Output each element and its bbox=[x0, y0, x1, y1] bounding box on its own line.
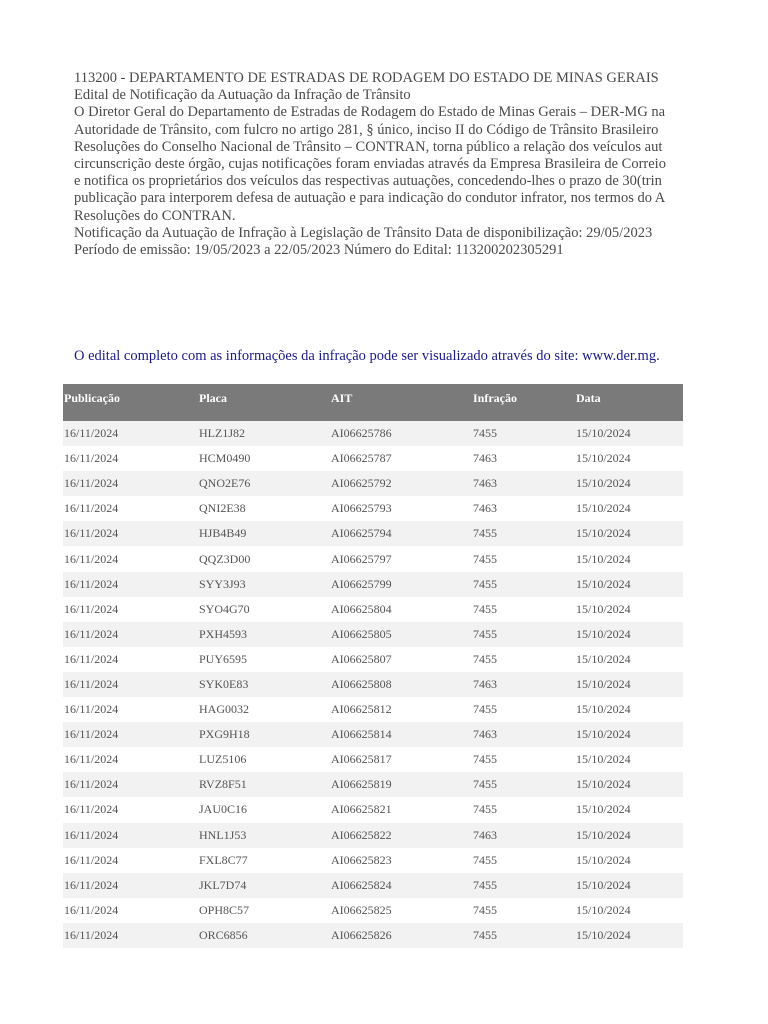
column-header-placa: Placa bbox=[198, 384, 330, 421]
table-row bbox=[63, 772, 683, 797]
table-row bbox=[63, 797, 683, 822]
ait-cell: AI06625823 bbox=[330, 848, 472, 873]
department-title: 113200 - DEPARTAMENTO DE ESTRADAS DE RODAGEM DO ESTADO DE MINAS GERAIS bbox=[74, 70, 659, 86]
body-line: Autoridade de Trânsito, com fulcro no artigo 281, § único, inciso II do Código de Trânsito Brasileiro bbox=[74, 121, 659, 138]
body-line: e notifica os proprietários dos veículos das respectivas autuações, concedendo-lhes o prazo de 30(trin bbox=[74, 173, 662, 190]
data-cell: 15/10/2024 bbox=[575, 848, 683, 873]
ait-cell: AI06625824 bbox=[330, 873, 472, 898]
data-cell: 15/10/2024 bbox=[575, 446, 683, 471]
data-cell: 15/10/2024 bbox=[575, 898, 683, 923]
placa-cell: JAU0C16 bbox=[198, 797, 330, 822]
ait-cell: AI06625819 bbox=[330, 772, 472, 797]
table-row bbox=[63, 421, 683, 446]
publicacao-cell: 16/11/2024 bbox=[63, 672, 198, 697]
data-cell: 15/10/2024 bbox=[575, 772, 683, 797]
table-row bbox=[63, 697, 683, 722]
ait-cell: AI06625786 bbox=[330, 421, 472, 446]
placa-cell: HNL1J53 bbox=[198, 823, 330, 848]
data-cell: 15/10/2024 bbox=[575, 923, 683, 948]
infracao-cell: 7455 bbox=[472, 597, 575, 622]
infracao-cell: 7455 bbox=[472, 797, 575, 822]
publicacao-cell: 16/11/2024 bbox=[63, 823, 198, 848]
data-cell: 15/10/2024 bbox=[575, 747, 683, 772]
table-row bbox=[63, 622, 683, 647]
publicacao-cell: 16/11/2024 bbox=[63, 722, 198, 747]
column-header-ait: AIT bbox=[330, 384, 472, 421]
placa-cell: HJB4B49 bbox=[198, 521, 330, 546]
placa-cell: LUZ5106 bbox=[198, 747, 330, 772]
infracao-cell: 7463 bbox=[472, 823, 575, 848]
publicacao-cell: 16/11/2024 bbox=[63, 873, 198, 898]
emission-period-line: Período de emissão: 19/05/2023 a 22/05/2023 Número do Edital: 113200202305291 bbox=[74, 241, 564, 258]
placa-cell: QQZ3D00 bbox=[198, 546, 330, 571]
placa-cell: QNO2E76 bbox=[198, 471, 330, 496]
publicacao-cell: 16/11/2024 bbox=[63, 747, 198, 772]
table-row bbox=[63, 521, 683, 546]
placa-cell: SYY3J93 bbox=[198, 572, 330, 597]
publicacao-cell: 16/11/2024 bbox=[63, 446, 198, 471]
data-cell: 15/10/2024 bbox=[575, 823, 683, 848]
placa-cell: QNI2E38 bbox=[198, 496, 330, 521]
publicacao-cell: 16/11/2024 bbox=[63, 496, 198, 521]
placa-cell: ORC6856 bbox=[198, 923, 330, 948]
column-header-infracao: Infração bbox=[472, 384, 575, 421]
table-row bbox=[63, 471, 683, 496]
ait-cell: AI06625808 bbox=[330, 672, 472, 697]
table-row bbox=[63, 722, 683, 747]
infracao-cell: 7455 bbox=[472, 647, 575, 672]
publicacao-cell: 16/11/2024 bbox=[63, 546, 198, 571]
data-cell: 15/10/2024 bbox=[575, 421, 683, 446]
publicacao-cell: 16/11/2024 bbox=[63, 521, 198, 546]
publicacao-cell: 16/11/2024 bbox=[63, 797, 198, 822]
data-cell: 15/10/2024 bbox=[575, 521, 683, 546]
ait-cell: AI06625812 bbox=[330, 697, 472, 722]
site-notice: O edital completo com as informações da infração pode ser visualizado através do site: www.der.mg. bbox=[74, 348, 660, 364]
availability-line: Notificação da Autuação de Infração à Legislação de Trânsito Data de disponibilização: 29/05/2023 bbox=[74, 224, 653, 241]
table-row bbox=[63, 446, 683, 471]
table-row bbox=[63, 672, 683, 697]
body-line: O Diretor Geral do Departamento de Estradas de Rodagem do Estado de Minas Gerais – DER-MG na bbox=[74, 104, 666, 121]
publicacao-cell: 16/11/2024 bbox=[63, 647, 198, 672]
table-row bbox=[63, 572, 683, 597]
ait-cell: AI06625825 bbox=[330, 898, 472, 923]
infracao-cell: 7455 bbox=[472, 622, 575, 647]
infracao-cell: 7463 bbox=[472, 496, 575, 521]
infracao-cell: 7455 bbox=[472, 848, 575, 873]
ait-cell: AI06625794 bbox=[330, 521, 472, 546]
ait-cell: AI06625799 bbox=[330, 572, 472, 597]
ait-cell: AI06625822 bbox=[330, 823, 472, 848]
data-cell: 15/10/2024 bbox=[575, 647, 683, 672]
data-cell: 15/10/2024 bbox=[575, 496, 683, 521]
ait-cell: AI06625821 bbox=[330, 797, 472, 822]
placa-cell: FXL8C77 bbox=[198, 848, 330, 873]
ait-cell: AI06625817 bbox=[330, 747, 472, 772]
column-header-publicacao: Publicação bbox=[63, 384, 198, 421]
table-row bbox=[63, 546, 683, 571]
table-row bbox=[63, 923, 683, 948]
table-row bbox=[63, 496, 683, 521]
table-body bbox=[63, 421, 683, 948]
data-cell: 15/10/2024 bbox=[575, 797, 683, 822]
publicacao-cell: 16/11/2024 bbox=[63, 572, 198, 597]
column-header-data: Data bbox=[575, 384, 683, 421]
table-header-row bbox=[63, 384, 683, 421]
publicacao-cell: 16/11/2024 bbox=[63, 898, 198, 923]
publicacao-cell: 16/11/2024 bbox=[63, 923, 198, 948]
placa-cell: PUY6595 bbox=[198, 647, 330, 672]
publicacao-cell: 16/11/2024 bbox=[63, 772, 198, 797]
table-row bbox=[63, 823, 683, 848]
ait-cell: AI06625826 bbox=[330, 923, 472, 948]
data-cell: 15/10/2024 bbox=[575, 471, 683, 496]
placa-cell: HAG0032 bbox=[198, 697, 330, 722]
infracao-cell: 7455 bbox=[472, 421, 575, 446]
infracao-cell: 7463 bbox=[472, 722, 575, 747]
infracao-cell: 7463 bbox=[472, 446, 575, 471]
placa-cell: OPH8C57 bbox=[198, 898, 330, 923]
infracao-cell: 7463 bbox=[472, 471, 575, 496]
infracao-cell: 7455 bbox=[472, 772, 575, 797]
ait-cell: AI06625805 bbox=[330, 622, 472, 647]
placa-cell: JKL7D74 bbox=[198, 873, 330, 898]
ait-cell: AI06625787 bbox=[330, 446, 472, 471]
data-cell: 15/10/2024 bbox=[575, 722, 683, 747]
edital-text-block bbox=[74, 70, 684, 259]
publicacao-cell: 16/11/2024 bbox=[63, 421, 198, 446]
body-line: publicação para interporem defesa de autuação e para indicação do condutor infrator, nos termos do A bbox=[74, 190, 666, 207]
publicacao-cell: 16/11/2024 bbox=[63, 471, 198, 496]
data-cell: 15/10/2024 bbox=[575, 622, 683, 647]
data-cell: 15/10/2024 bbox=[575, 697, 683, 722]
publicacao-cell: 16/11/2024 bbox=[63, 597, 198, 622]
ait-cell: AI06625792 bbox=[330, 471, 472, 496]
data-cell: 15/10/2024 bbox=[575, 672, 683, 697]
placa-cell: HLZ1J82 bbox=[198, 421, 330, 446]
ait-cell: AI06625793 bbox=[330, 496, 472, 521]
table-row bbox=[63, 848, 683, 873]
infracao-cell: 7463 bbox=[472, 672, 575, 697]
infracao-cell: 7455 bbox=[472, 521, 575, 546]
placa-cell: SYK0E83 bbox=[198, 672, 330, 697]
infractions-table bbox=[63, 384, 683, 948]
infracao-cell: 7455 bbox=[472, 898, 575, 923]
data-cell: 15/10/2024 bbox=[575, 597, 683, 622]
placa-cell: HCM0490 bbox=[198, 446, 330, 471]
data-cell: 15/10/2024 bbox=[575, 572, 683, 597]
body-line: Resoluções do Conselho Nacional de Trânsito – CONTRAN, torna público a relação dos veículos aut bbox=[74, 138, 663, 155]
placa-cell: RVZ8F51 bbox=[198, 772, 330, 797]
table-row bbox=[63, 647, 683, 672]
ait-cell: AI06625804 bbox=[330, 597, 472, 622]
ait-cell: AI06625797 bbox=[330, 546, 472, 571]
table-row bbox=[63, 747, 683, 772]
placa-cell: SYO4G70 bbox=[198, 597, 330, 622]
infracao-cell: 7455 bbox=[472, 546, 575, 571]
body-line: circunscrição deste órgão, cujas notificações foram enviadas através da Empresa Brasileira de Correio bbox=[74, 155, 666, 172]
placa-cell: PXG9H18 bbox=[198, 722, 330, 747]
data-cell: 15/10/2024 bbox=[575, 546, 683, 571]
infracao-cell: 7455 bbox=[472, 747, 575, 772]
publicacao-cell: 16/11/2024 bbox=[63, 622, 198, 647]
ait-cell: AI06625814 bbox=[330, 722, 472, 747]
ait-cell: AI06625807 bbox=[330, 647, 472, 672]
table-row bbox=[63, 898, 683, 923]
edital-title: Edital de Notificação da Autuação da Infração de Trânsito bbox=[74, 87, 411, 104]
table-row bbox=[63, 597, 683, 622]
infracao-cell: 7455 bbox=[472, 923, 575, 948]
publicacao-cell: 16/11/2024 bbox=[63, 697, 198, 722]
infracao-cell: 7455 bbox=[472, 572, 575, 597]
infracao-cell: 7455 bbox=[472, 873, 575, 898]
body-line: Resoluções do CONTRAN. bbox=[74, 207, 236, 224]
publicacao-cell: 16/11/2024 bbox=[63, 848, 198, 873]
placa-cell: PXH4593 bbox=[198, 622, 330, 647]
infracao-cell: 7455 bbox=[472, 697, 575, 722]
table-row bbox=[63, 873, 683, 898]
data-cell: 15/10/2024 bbox=[575, 873, 683, 898]
